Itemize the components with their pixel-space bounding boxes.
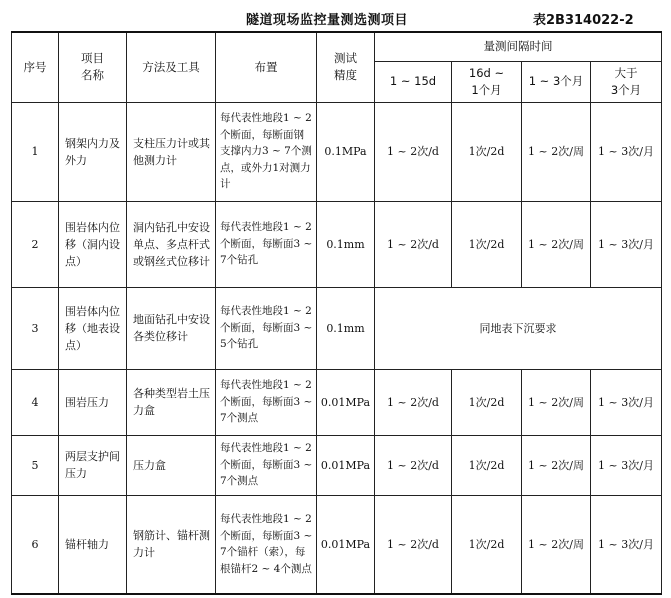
precision: 0.01MPa	[317, 495, 375, 594]
header-item-line2: 名称	[81, 68, 104, 83]
table-number: 表2B314022-2	[533, 13, 634, 28]
table-row	[12, 102, 662, 201]
freq-2: 1次/2d	[452, 369, 522, 435]
table-caption	[0, 6, 671, 28]
freq-3: 1 ~ 2次/周	[522, 369, 591, 435]
freq-4: 1 ~ 3次/月	[591, 495, 662, 594]
method-tool: 钢筋计、锚杆测力计	[127, 495, 216, 594]
precision: 0.1mm	[317, 287, 375, 369]
row-no: 5	[12, 435, 59, 495]
table-row	[12, 369, 662, 435]
method-tool: 支柱压力计或其他测力计	[127, 102, 216, 201]
monitoring-items-table	[11, 31, 662, 595]
table-row	[12, 201, 662, 287]
freq-4: 1 ~ 3次/月	[591, 201, 662, 287]
freq-2: 1次/2d	[452, 495, 522, 594]
layout-desc: 每代表性地段1 ~ 2个断面，每断面3 ~ 5个钻孔	[216, 287, 317, 369]
precision: 0.1mm	[317, 201, 375, 287]
header-interval-2-line1: 16d ~	[468, 65, 505, 80]
method-tool: 各种类型岩土压力盒	[127, 369, 216, 435]
row-no: 1	[12, 102, 59, 201]
table-title: 隧道现场监控量测选测项目	[246, 13, 409, 28]
freq-1: 1 ~ 2次/d	[375, 369, 452, 435]
freq-3: 1 ~ 2次/周	[522, 102, 591, 201]
freq-1: 1 ~ 2次/d	[375, 435, 452, 495]
header-item-line1: 项目	[81, 51, 104, 66]
table-row	[12, 435, 662, 495]
header-method: 方法及工具	[127, 32, 216, 102]
precision: 0.01MPa	[317, 369, 375, 435]
freq-4: 1 ~ 3次/月	[591, 369, 662, 435]
item-name: 围岩体内位移（地表设点）	[59, 287, 127, 369]
row-no: 6	[12, 495, 59, 594]
freq-1: 1 ~ 2次/d	[375, 495, 452, 594]
row-no: 4	[12, 369, 59, 435]
layout-desc: 每代表性地段1 ~ 2个断面，每断面3 ~ 7个测点	[216, 435, 317, 495]
row-no: 3	[12, 287, 59, 369]
header-no: 序号	[12, 32, 59, 102]
header-row-1	[12, 32, 662, 61]
header-interval-4-line1: 大于	[614, 65, 638, 80]
header-interval-4-line2: 3个月	[610, 82, 642, 97]
precision: 0.01MPa	[317, 435, 375, 495]
layout-desc: 每代表性地段1 ~ 2个断面，每断面3 ~ 7个测点	[216, 369, 317, 435]
freq-2: 1次/2d	[452, 201, 522, 287]
header-interval: 量测间隔时间	[375, 32, 662, 61]
header-precision-line2: 精度	[334, 68, 357, 83]
header-interval-3: 1 ~ 3个月	[522, 61, 591, 102]
freq-2: 1次/2d	[452, 102, 522, 201]
header-precision	[317, 32, 375, 102]
header-interval-2-line2: 1个月	[471, 82, 502, 97]
method-tool: 地面钻孔中安设各类位移计	[127, 287, 216, 369]
header-interval-1: 1 ~ 15d	[375, 61, 452, 102]
freq-2: 1次/2d	[452, 435, 522, 495]
layout-desc: 每代表性地段1 ~ 2个断面，每断面3 ~ 7个锚杆（索），每根锚杆2 ~ 4个测点	[216, 495, 317, 594]
freq-3: 1 ~ 2次/周	[522, 435, 591, 495]
header-precision-line1: 测试	[334, 51, 357, 66]
header-interval-2	[452, 61, 522, 102]
header-layout: 布置	[216, 32, 317, 102]
precision: 0.1MPa	[317, 102, 375, 201]
table-row	[12, 287, 662, 369]
item-name: 钢架内力及外力	[59, 102, 127, 201]
merged-frequency: 同地表下沉要求	[375, 287, 662, 369]
layout-desc: 每代表性地段1 ~ 2个断面，每断面钢支撑内力3 ~ 7个测点，或外力1对测力计	[216, 102, 317, 201]
item-name: 围岩体内位移（洞内设点）	[59, 201, 127, 287]
method-tool: 压力盒	[127, 435, 216, 495]
freq-4: 1 ~ 3次/月	[591, 435, 662, 495]
freq-1: 1 ~ 2次/d	[375, 102, 452, 201]
header-interval-4	[591, 61, 662, 102]
freq-4: 1 ~ 3次/月	[591, 102, 662, 201]
layout-desc: 每代表性地段1 ~ 2个断面，每断面3 ~ 7个钻孔	[216, 201, 317, 287]
freq-3: 1 ~ 2次/周	[522, 495, 591, 594]
method-tool: 洞内钻孔中安设单点、多点杆式或钢丝式位移计	[127, 201, 216, 287]
table-row	[12, 495, 662, 594]
freq-1: 1 ~ 2次/d	[375, 201, 452, 287]
freq-3: 1 ~ 2次/周	[522, 201, 591, 287]
row-no: 2	[12, 201, 59, 287]
item-name: 锚杆轴力	[59, 495, 127, 594]
item-name: 两层支护间压力	[59, 435, 127, 495]
header-item	[59, 32, 127, 102]
item-name: 围岩压力	[59, 369, 127, 435]
